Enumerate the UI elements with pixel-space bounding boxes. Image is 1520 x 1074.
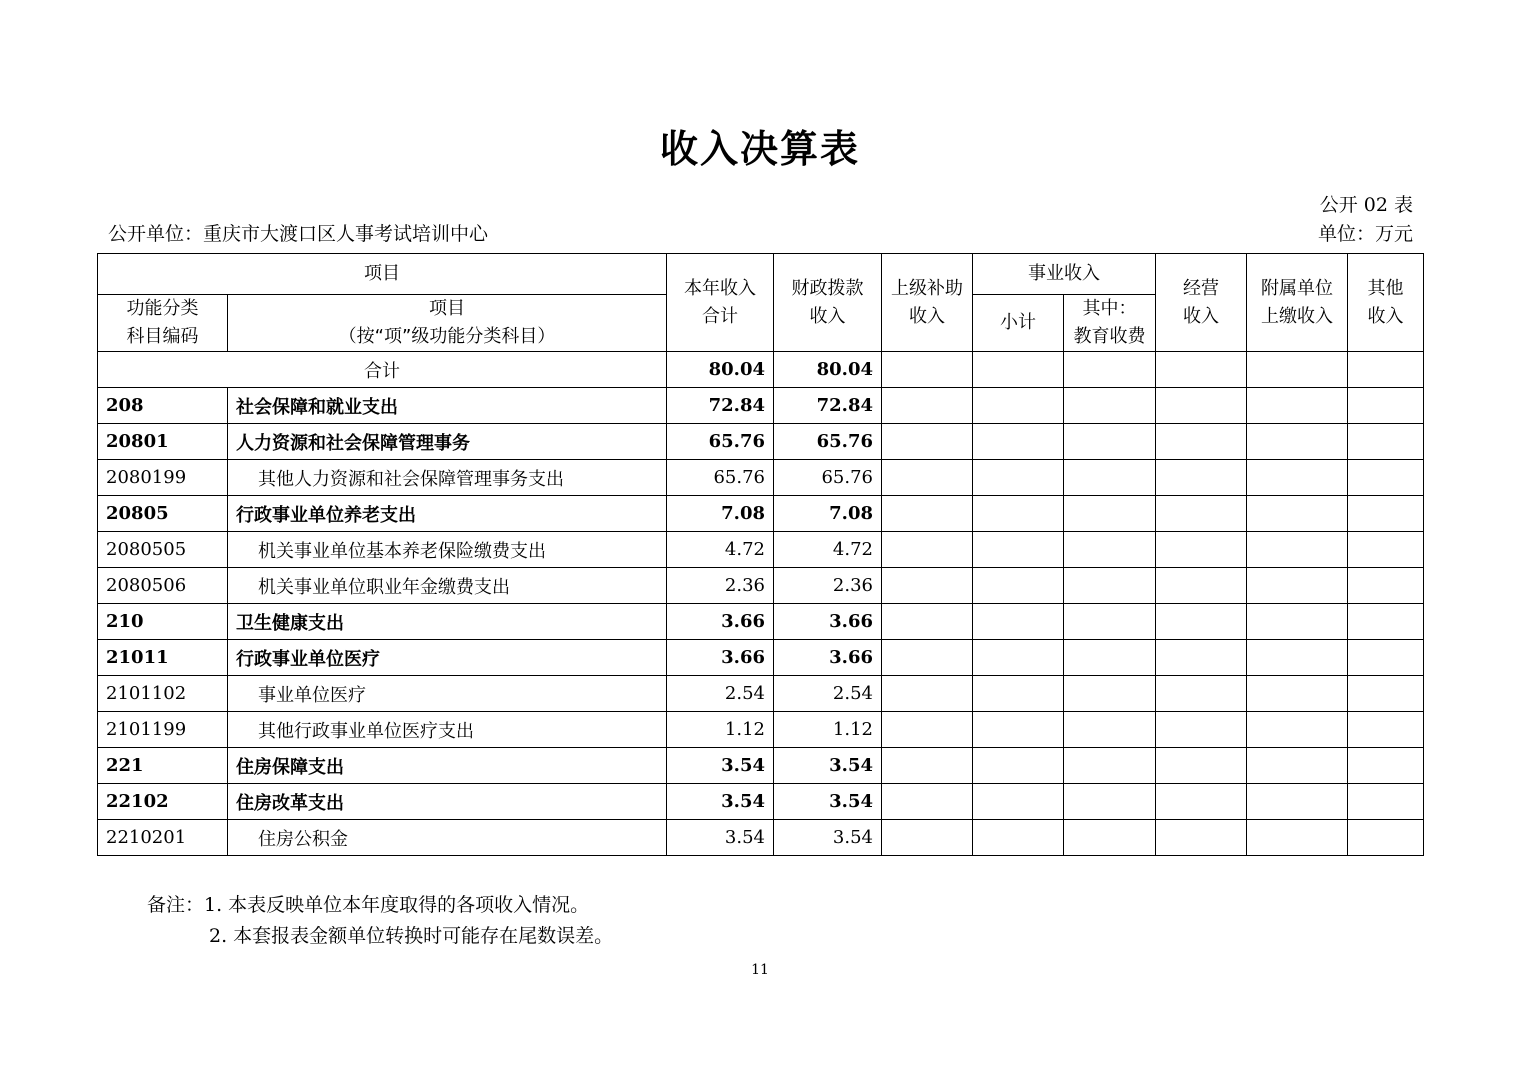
- header-operating: 经营 收入: [1156, 254, 1247, 352]
- empty-cell: [1247, 676, 1348, 712]
- row-name: 其他人力资源和社会保障管理事务支出: [228, 460, 667, 496]
- row-fiscal: 2.54: [774, 676, 882, 712]
- table-row: [98, 604, 1424, 640]
- empty-cell: [1247, 784, 1348, 820]
- row-name: 住房公积金: [228, 820, 667, 856]
- row-code: 2101102: [98, 676, 228, 712]
- empty-cell: [1156, 676, 1247, 712]
- header-subtotal: 小计: [973, 295, 1064, 352]
- row-fiscal: 2.36: [774, 568, 882, 604]
- row-name: 行政事业单位养老支出: [228, 496, 667, 532]
- row-total: 3.66: [667, 640, 774, 676]
- table-row: [98, 784, 1424, 820]
- table-row: [98, 496, 1424, 532]
- table-row: [98, 748, 1424, 784]
- notes: [147, 890, 613, 952]
- empty-cell: [882, 604, 973, 640]
- empty-cell: [1247, 640, 1348, 676]
- header-education: 其中： 教育收费: [1064, 295, 1156, 352]
- row-fiscal: 65.76: [774, 424, 882, 460]
- empty-cell: [1156, 496, 1247, 532]
- empty-cell: [973, 460, 1064, 496]
- header-other: 其他 收入: [1348, 254, 1424, 352]
- row-total: 65.76: [667, 424, 774, 460]
- table-row: [98, 820, 1424, 856]
- empty-cell: [1064, 748, 1156, 784]
- empty-cell: [1064, 496, 1156, 532]
- empty-cell: [1064, 424, 1156, 460]
- empty-cell: [882, 748, 973, 784]
- empty-cell: [882, 424, 973, 460]
- row-total: 1.12: [667, 712, 774, 748]
- row-code: 2101199: [98, 712, 228, 748]
- empty-cell: [1064, 820, 1156, 856]
- empty-cell: [1156, 748, 1247, 784]
- empty-cell: [1247, 388, 1348, 424]
- empty-cell: [1156, 532, 1247, 568]
- empty-cell: [973, 712, 1064, 748]
- row-fiscal: 3.66: [774, 604, 882, 640]
- table-row: [98, 568, 1424, 604]
- empty-cell: [1348, 712, 1424, 748]
- empty-cell: [973, 748, 1064, 784]
- empty-cell: [1247, 748, 1348, 784]
- org-unit-line: [108, 219, 1413, 246]
- total-row: [98, 352, 1424, 388]
- empty-cell: [1348, 784, 1424, 820]
- note-1: 备注：1. 本表反映单位本年度取得的各项收入情况。: [147, 894, 590, 916]
- empty-cell: [1348, 568, 1424, 604]
- empty-cell: [1156, 604, 1247, 640]
- empty-cell: [1348, 748, 1424, 784]
- empty-cell: [1247, 820, 1348, 856]
- empty-cell: [882, 784, 973, 820]
- empty-cell: [1247, 424, 1348, 460]
- table-row: [98, 532, 1424, 568]
- empty-cell: [1156, 568, 1247, 604]
- header-business: 事业收入: [973, 254, 1156, 295]
- row-total: 3.54: [667, 784, 774, 820]
- row-name: 卫生健康支出: [228, 604, 667, 640]
- empty-cell: [973, 424, 1064, 460]
- row-name: 事业单位医疗: [228, 676, 667, 712]
- empty-cell: [1348, 604, 1424, 640]
- empty-cell: [1247, 460, 1348, 496]
- header-superior: 上级补助 收入: [882, 254, 973, 352]
- empty-cell: [882, 820, 973, 856]
- row-code: 2080199: [98, 460, 228, 496]
- empty-cell: [1247, 568, 1348, 604]
- row-total: 4.72: [667, 532, 774, 568]
- empty-cell: [882, 352, 973, 388]
- empty-cell: [973, 820, 1064, 856]
- table-row: [98, 460, 1424, 496]
- row-code: 20805: [98, 496, 228, 532]
- empty-cell: [882, 568, 973, 604]
- table-row: [98, 388, 1424, 424]
- empty-cell: [973, 604, 1064, 640]
- empty-cell: [1064, 604, 1156, 640]
- empty-cell: [1247, 604, 1348, 640]
- row-code: 2210201: [98, 820, 228, 856]
- empty-cell: [1156, 460, 1247, 496]
- row-total: 3.54: [667, 820, 774, 856]
- empty-cell: [1064, 352, 1156, 388]
- row-fiscal: 3.66: [774, 640, 882, 676]
- empty-cell: [973, 352, 1064, 388]
- empty-cell: [1156, 388, 1247, 424]
- page-number: 11: [751, 962, 769, 978]
- empty-cell: [1064, 784, 1156, 820]
- empty-cell: [973, 676, 1064, 712]
- total-amount: 80.04: [667, 352, 774, 388]
- empty-cell: [1348, 388, 1424, 424]
- empty-cell: [1348, 496, 1424, 532]
- row-code: 20801: [98, 424, 228, 460]
- empty-cell: [1156, 352, 1247, 388]
- row-code: 208: [98, 388, 228, 424]
- empty-cell: [1064, 388, 1156, 424]
- row-code: 22102: [98, 784, 228, 820]
- total-fiscal: 80.04: [774, 352, 882, 388]
- empty-cell: [1064, 640, 1156, 676]
- empty-cell: [882, 532, 973, 568]
- row-fiscal: 3.54: [774, 820, 882, 856]
- empty-cell: [1156, 820, 1247, 856]
- row-total: 72.84: [667, 388, 774, 424]
- empty-cell: [1064, 532, 1156, 568]
- empty-cell: [882, 676, 973, 712]
- row-fiscal: 72.84: [774, 388, 882, 424]
- empty-cell: [882, 712, 973, 748]
- empty-cell: [1064, 676, 1156, 712]
- table-row: [98, 640, 1424, 676]
- row-name: 住房保障支出: [228, 748, 667, 784]
- empty-cell: [973, 388, 1064, 424]
- empty-cell: [1247, 532, 1348, 568]
- empty-cell: [973, 532, 1064, 568]
- org-label: 公开单位：重庆市大渡口区人事考试培训中心: [108, 223, 489, 245]
- row-name: 社会保障和就业支出: [228, 388, 667, 424]
- empty-cell: [1247, 352, 1348, 388]
- header-affiliated: 附属单位 上缴收入: [1247, 254, 1348, 352]
- unit-label: 单位：万元: [1317, 223, 1413, 245]
- empty-cell: [1348, 352, 1424, 388]
- table-number: 公开 02 表: [1319, 194, 1413, 216]
- row-code: 2080505: [98, 532, 228, 568]
- empty-cell: [1348, 460, 1424, 496]
- row-total: 2.36: [667, 568, 774, 604]
- empty-cell: [882, 460, 973, 496]
- row-total: 3.54: [667, 748, 774, 784]
- header-row-1: [98, 254, 1424, 295]
- header-item: 项目: [98, 254, 667, 295]
- empty-cell: [1156, 424, 1247, 460]
- row-code: 2080506: [98, 568, 228, 604]
- row-total: 3.66: [667, 604, 774, 640]
- row-name: 机关事业单位基本养老保险缴费支出: [228, 532, 667, 568]
- empty-cell: [882, 496, 973, 532]
- empty-cell: [1156, 712, 1247, 748]
- header-total: 本年收入 合计: [667, 254, 774, 352]
- table-row: [98, 424, 1424, 460]
- empty-cell: [1247, 712, 1348, 748]
- empty-cell: [1348, 532, 1424, 568]
- empty-cell: [973, 784, 1064, 820]
- header-func-code: 功能分类 科目编码: [98, 295, 228, 352]
- row-name: 机关事业单位职业年金缴费支出: [228, 568, 667, 604]
- table-row: [98, 676, 1424, 712]
- row-total: 2.54: [667, 676, 774, 712]
- row-fiscal: 65.76: [774, 460, 882, 496]
- row-fiscal: 4.72: [774, 532, 882, 568]
- row-name: 行政事业单位医疗: [228, 640, 667, 676]
- empty-cell: [1064, 712, 1156, 748]
- empty-cell: [1064, 460, 1156, 496]
- row-code: 21011: [98, 640, 228, 676]
- row-name: 人力资源和社会保障管理事务: [228, 424, 667, 460]
- row-total: 65.76: [667, 460, 774, 496]
- empty-cell: [1348, 820, 1424, 856]
- empty-cell: [973, 568, 1064, 604]
- empty-cell: [882, 640, 973, 676]
- empty-cell: [1064, 568, 1156, 604]
- income-table: [97, 253, 1424, 856]
- row-name: 其他行政事业单位医疗支出: [228, 712, 667, 748]
- empty-cell: [1156, 784, 1247, 820]
- row-code: 210: [98, 604, 228, 640]
- row-code: 221: [98, 748, 228, 784]
- row-name: 住房改革支出: [228, 784, 667, 820]
- row-fiscal: 3.54: [774, 748, 882, 784]
- empty-cell: [1247, 496, 1348, 532]
- header-fiscal: 财政拨款 收入: [774, 254, 882, 352]
- total-label: 合计: [98, 352, 667, 388]
- empty-cell: [1348, 676, 1424, 712]
- empty-cell: [1348, 424, 1424, 460]
- empty-cell: [1156, 640, 1247, 676]
- row-fiscal: 1.12: [774, 712, 882, 748]
- row-fiscal: 3.54: [774, 784, 882, 820]
- empty-cell: [973, 496, 1064, 532]
- row-fiscal: 7.08: [774, 496, 882, 532]
- note-2: 2. 本套报表金额单位转换时可能存在尾数误差。: [209, 925, 614, 947]
- empty-cell: [973, 640, 1064, 676]
- empty-cell: [882, 388, 973, 424]
- row-total: 7.08: [667, 496, 774, 532]
- page-title: 收入决算表: [659, 127, 860, 171]
- empty-cell: [1348, 640, 1424, 676]
- header-item-name: 项目 （按“项”级功能分类科目）: [228, 295, 667, 352]
- table-row: [98, 712, 1424, 748]
